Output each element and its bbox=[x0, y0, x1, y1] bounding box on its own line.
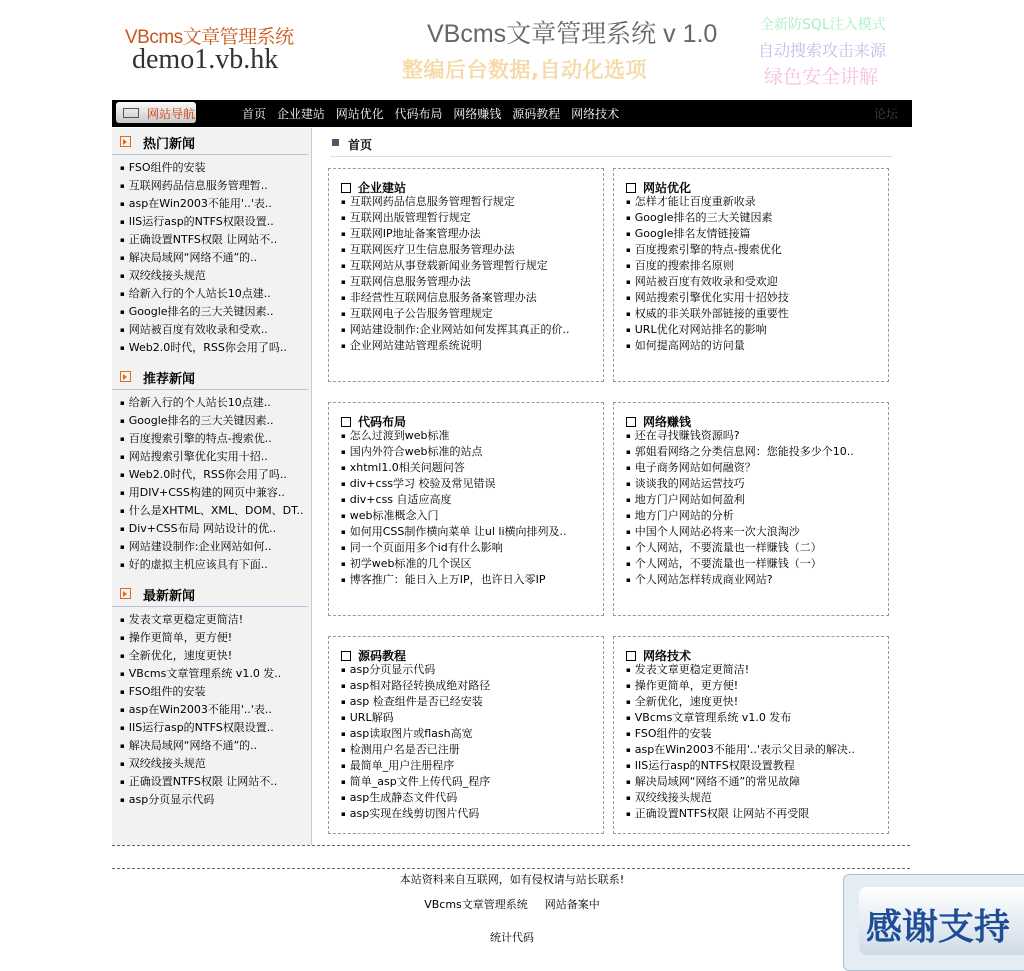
list-item[interactable]: ▪ 操作更简单，更方便! bbox=[120, 629, 305, 647]
nav-link-tech[interactable]: 网络技术 bbox=[571, 107, 620, 121]
sidebar-header-recommended bbox=[112, 363, 308, 390]
list-item[interactable]: ▪ asp读取图片或flash高宽 bbox=[341, 726, 595, 742]
list-item[interactable]: ▪ 电子商务网站如何融资？ bbox=[626, 460, 880, 476]
footer-stats: 统计代码 bbox=[490, 931, 534, 944]
list-item[interactable]: ▪ Google排名的三大关键因素.. bbox=[120, 412, 305, 430]
list-item[interactable]: ▪ 地方门户网站如何盈利 bbox=[626, 492, 880, 508]
nav-link-home[interactable]: 首页 bbox=[242, 107, 267, 121]
list-item[interactable]: ▪ FSO组件的安装 bbox=[626, 726, 880, 742]
list-item[interactable]: ▪ 双绞线接头规范 bbox=[120, 267, 305, 285]
nav-tab-label: 网站导航 bbox=[147, 107, 196, 121]
list-item[interactable]: ▪ 国内外符合web标准的站点 bbox=[341, 444, 595, 460]
header bbox=[112, 0, 912, 100]
list-item[interactable]: ▪ 正确设置NTFS权限 让网站不.. bbox=[120, 231, 305, 249]
nav-link-seo[interactable]: 网站优化 bbox=[335, 107, 384, 121]
list-item[interactable]: ▪ 用DIV+CSS构建的网页中兼容.. bbox=[120, 484, 305, 502]
list-item[interactable]: ▪ 最简单_用户注册程序 bbox=[341, 758, 595, 774]
divider bbox=[330, 156, 892, 157]
list-item[interactable]: ▪ 互联网IP地址备案管理办法 bbox=[341, 226, 595, 242]
category-title[interactable]: 企业建站 bbox=[341, 179, 406, 196]
footer-site-info bbox=[112, 896, 912, 912]
arrow-icon bbox=[120, 136, 131, 147]
list-item[interactable]: ▪ 谈谈我的网站运营技巧 bbox=[626, 476, 880, 492]
sidebar bbox=[112, 128, 312, 845]
list-item[interactable]: ▪ IIS运行asp的NTFS权限设置.. bbox=[120, 213, 305, 231]
list-item[interactable]: ▪ 互联网医疗卫生信息服务管理办法 bbox=[341, 242, 595, 258]
list-item[interactable]: ▪ URL解码 bbox=[341, 710, 595, 726]
list-item[interactable]: ▪ 博客推广：能日入上万IP，也许日入零IP bbox=[341, 572, 595, 588]
category-title[interactable]: 代码布局 bbox=[341, 413, 406, 430]
list-item[interactable]: ▪ IIS运行asp的NTFS权限设置教程 bbox=[626, 758, 880, 774]
list-item[interactable]: ▪ 郭姐看网络之分类信息网：您能投多少个10.. bbox=[626, 444, 880, 460]
banner-subtitle: 整编后台数据,自动化选项 bbox=[402, 58, 647, 82]
top-navigation bbox=[112, 100, 912, 127]
logo-title[interactable]: VBcms文章管理系统 bbox=[125, 27, 294, 48]
nav-links bbox=[242, 105, 626, 122]
list-item[interactable]: ▪ asp分页显示代码 bbox=[341, 662, 595, 678]
article-list bbox=[341, 662, 595, 822]
list-item[interactable]: ▪ 个人网站怎样转成商业网站? bbox=[626, 572, 880, 588]
list-item[interactable]: ▪ 互联网站从事登载新闻业务管理暂行规定 bbox=[341, 258, 595, 274]
promo-line-3: 绿色安全讲解 bbox=[764, 66, 879, 88]
category-title[interactable]: 网络赚钱 bbox=[626, 413, 691, 430]
sidebar-header-hot bbox=[112, 128, 308, 155]
footer-divider-top bbox=[112, 845, 910, 846]
list-item[interactable]: ▪ 地方门户网站的分析 bbox=[626, 508, 880, 524]
hot-news-list bbox=[120, 159, 305, 357]
list-item[interactable]: ▪ 双绞线接头规范 bbox=[626, 790, 880, 806]
list-item[interactable]: ▪ FSO组件的安装 bbox=[120, 159, 305, 177]
list-item[interactable]: ▪ Google排名的三大关键因素 bbox=[626, 210, 880, 226]
thanks-popup[interactable] bbox=[843, 874, 1024, 971]
list-item[interactable]: ▪ 还在寻找赚钱资源吗? bbox=[626, 428, 880, 444]
list-item[interactable]: ▪ asp在Win2003不能用'..'表示父目录的解决.. bbox=[626, 742, 880, 758]
sidebar-title-latest: 最新新闻 bbox=[143, 589, 196, 604]
nav-link-layout[interactable]: 代码布局 bbox=[394, 107, 443, 121]
sidebar-title-hot: 热门新闻 bbox=[143, 137, 196, 152]
latest-news-list bbox=[120, 611, 305, 809]
article-list bbox=[626, 662, 880, 822]
page-container bbox=[112, 0, 912, 820]
sidebar-header-latest bbox=[112, 580, 308, 607]
breadcrumb-home[interactable]: 首页 bbox=[348, 138, 373, 152]
list-item[interactable]: ▪ 网站搜索引擎优化实用十招妙技 bbox=[626, 290, 880, 306]
list-item[interactable]: ▪ 个人网站，不要流量也一样赚钱（一） bbox=[626, 556, 880, 572]
list-item[interactable]: ▪ 中国个人网站必将来一次大浪淘沙 bbox=[626, 524, 880, 540]
list-item[interactable]: ▪ 简单_asp文件上传代码_程序 bbox=[341, 774, 595, 790]
list-item[interactable]: ▪ 百度搜索引擎的特点-搜索优.. bbox=[120, 430, 305, 448]
list-item[interactable]: ▪ 解决局域网“网络不通”的.. bbox=[120, 249, 305, 267]
list-item[interactable]: ▪ 什么是XHTML、XML、DOM、DT.. bbox=[120, 502, 305, 520]
footer-icp: 网站备案中 bbox=[544, 898, 600, 911]
list-item[interactable]: ▪ Google排名的三大关键因素.. bbox=[120, 303, 305, 321]
list-item[interactable]: ▪ 好的虚拟主机应该具有下面.. bbox=[120, 556, 305, 574]
list-item[interactable]: ▪ asp实现在线剪切图片代码 bbox=[341, 806, 595, 822]
list-item[interactable]: ▪ 互联网出版管理暂行规定 bbox=[341, 210, 595, 226]
list-item[interactable]: ▪ FSO组件的安装 bbox=[120, 683, 305, 701]
list-item[interactable]: ▪ asp分页显示代码 bbox=[120, 791, 305, 809]
list-item[interactable]: ▪ 正确设置NTFS权限 让网站不再受限 bbox=[626, 806, 880, 822]
footer-notice: 本站资料来自互联网，如有侵权请与站长联系! bbox=[399, 873, 625, 886]
category-box-source bbox=[328, 636, 604, 834]
list-item[interactable]: ▪ 网站建设制作:企业网站如何.. bbox=[120, 538, 305, 556]
list-item[interactable]: ▪ 个人网站，不要流量也一样赚钱（二） bbox=[626, 540, 880, 556]
list-item[interactable]: ▪ 正确设置NTFS权限 让网站不.. bbox=[120, 773, 305, 791]
article-list bbox=[341, 428, 595, 588]
list-item[interactable]: ▪ Div+CSS布局 网站设计的优.. bbox=[120, 520, 305, 538]
list-item[interactable]: ▪ 互联网药品信息服务管理暂行规定 bbox=[341, 194, 595, 210]
promo-line-1: 全新防SQL注入模式 bbox=[760, 17, 886, 33]
category-box-enterprise bbox=[328, 168, 604, 382]
list-item[interactable]: ▪ Web2.0时代，RSS你会用了吗.. bbox=[120, 466, 305, 484]
list-item[interactable]: ▪ 怎样才能让百度重新收录 bbox=[626, 194, 880, 210]
category-title[interactable]: 网络技术 bbox=[626, 647, 691, 664]
category-box-seo bbox=[613, 168, 889, 382]
category-title[interactable]: 网站优化 bbox=[626, 179, 691, 196]
list-item[interactable]: ▪ asp相对路径转换成绝对路径 bbox=[341, 678, 595, 694]
list-item[interactable]: ▪ 初学web标准的几个误区 bbox=[341, 556, 595, 572]
list-item[interactable]: ▪ div+css 自适应高度 bbox=[341, 492, 595, 508]
list-item[interactable]: ▪ 互联网药品信息服务管理暂.. bbox=[120, 177, 305, 195]
breadcrumb bbox=[330, 134, 890, 154]
recommended-news-list bbox=[120, 394, 305, 574]
list-item[interactable]: ▪ 权威的非关联外部链接的重要性 bbox=[626, 306, 880, 322]
footer-site-name[interactable]: VBcms文章管理系统 bbox=[424, 898, 528, 911]
list-item[interactable]: ▪ 给新入行的个人站长10点建.. bbox=[120, 285, 305, 303]
arrow-icon bbox=[120, 371, 131, 382]
list-item[interactable]: ▪ 非经营性互联网信息服务备案管理办法 bbox=[341, 290, 595, 306]
list-item[interactable]: ▪ 检测用户名是否已注册 bbox=[341, 742, 595, 758]
list-item[interactable]: ▪ 操作更简单，更方便! bbox=[626, 678, 880, 694]
nav-tab bbox=[116, 102, 196, 123]
list-item[interactable]: ▪ 网站搜索引擎优化实用十招.. bbox=[120, 448, 305, 466]
category-box-money bbox=[613, 402, 889, 616]
article-list bbox=[341, 194, 595, 354]
logo-domain[interactable]: demo1.vb.hk bbox=[132, 44, 279, 75]
nav-link-source[interactable]: 源码教程 bbox=[512, 107, 561, 121]
list-item[interactable]: ▪ 企业网站建站管理系统说明 bbox=[341, 338, 595, 354]
list-item[interactable]: ▪ 百度搜索引擎的特点-搜索优化 bbox=[626, 242, 880, 258]
article-list bbox=[626, 194, 880, 354]
category-box-layout bbox=[328, 402, 604, 616]
list-item[interactable]: ▪ Web2.0时代，RSS你会用了吗.. bbox=[120, 339, 305, 357]
list-item[interactable]: ▪ 网站建设制作:企业网站如何发挥其真正的价.. bbox=[341, 322, 595, 338]
list-item[interactable]: ▪ Google排名友情链接篇 bbox=[626, 226, 880, 242]
list-item[interactable]: ▪ 互联网电子公告服务管理规定 bbox=[341, 306, 595, 322]
list-item[interactable]: ▪ 如何用CSS制作横向菜单 让ul li横向排列及.. bbox=[341, 524, 595, 540]
thanks-text: 感谢支持 bbox=[866, 907, 1011, 948]
list-item[interactable]: ▪ web标准概念入门 bbox=[341, 508, 595, 524]
list-item[interactable]: ▪ 发表文章更稳定更简洁! bbox=[626, 662, 880, 678]
list-item[interactable]: ▪ 怎么过渡到web标准 bbox=[341, 428, 595, 444]
list-item[interactable]: ▪ 网站被百度有效收录和受欢.. bbox=[120, 321, 305, 339]
list-item[interactable]: ▪ 互联网信息服务管理办法 bbox=[341, 274, 595, 290]
square-icon bbox=[332, 139, 339, 146]
list-item[interactable]: ▪ div+css学习 校验及常见错误 bbox=[341, 476, 595, 492]
list-item[interactable]: ▪ asp 检查组件是否已经安装 bbox=[341, 694, 595, 710]
list-item[interactable]: ▪ xhtml1.0相关问题问答 bbox=[341, 460, 595, 476]
category-title[interactable]: 源码教程 bbox=[341, 647, 406, 664]
footer-divider-bottom bbox=[112, 868, 910, 869]
list-item[interactable]: ▪ 双绞线接头规范 bbox=[120, 755, 305, 773]
list-item[interactable]: ▪ IIS运行asp的NTFS权限设置.. bbox=[120, 719, 305, 737]
list-item[interactable]: ▪ 发表文章更稳定更简洁! bbox=[120, 611, 305, 629]
list-item[interactable]: ▪ VBcms文章管理系统 v1.0 发.. bbox=[120, 665, 305, 683]
list-item[interactable]: ▪ 解决局域网“网络不通”的.. bbox=[120, 737, 305, 755]
nav-link-enterprise[interactable]: 企业建站 bbox=[276, 107, 325, 121]
nav-link-forum[interactable]: 论坛 bbox=[873, 107, 898, 121]
list-item[interactable]: ▪ 全新优化，速度更快! bbox=[626, 694, 880, 710]
list-item[interactable]: ▪ URL优化对网站排名的影响 bbox=[626, 322, 880, 338]
nav-link-money[interactable]: 网络赚钱 bbox=[453, 107, 502, 121]
list-item[interactable]: ▪ 解决局域网“网络不通”的常见故障 bbox=[626, 774, 880, 790]
list-item[interactable]: ▪ asp在Win2003不能用'..'表.. bbox=[120, 195, 305, 213]
article-list bbox=[626, 428, 880, 588]
list-item[interactable]: ▪ 百度的搜索排名原则 bbox=[626, 258, 880, 274]
arrow-icon bbox=[120, 588, 131, 599]
screen-icon bbox=[123, 108, 139, 118]
list-item[interactable]: ▪ asp在Win2003不能用'..'表.. bbox=[120, 701, 305, 719]
list-item[interactable]: ▪ asp生成静态文件代码 bbox=[341, 790, 595, 806]
category-box-tech bbox=[613, 636, 889, 834]
list-item[interactable]: ▪ 全新优化，速度更快! bbox=[120, 647, 305, 665]
sidebar-title-recommended: 推荐新闻 bbox=[143, 372, 196, 387]
list-item[interactable]: ▪ 网站被百度有效收录和受欢迎 bbox=[626, 274, 880, 290]
list-item[interactable]: ▪ VBcms文章管理系统 v1.0 发布 bbox=[626, 710, 880, 726]
list-item[interactable]: ▪ 如何提高网站的访问量 bbox=[626, 338, 880, 354]
promo-line-2: 自动搜索攻击来源 bbox=[758, 41, 887, 60]
banner-title: VBcms文章管理系统 v 1.0 bbox=[427, 20, 718, 48]
list-item[interactable]: ▪ 同一个页面用多个id有什么影响 bbox=[341, 540, 595, 556]
list-item[interactable]: ▪ 给新入行的个人站长10点建.. bbox=[120, 394, 305, 412]
